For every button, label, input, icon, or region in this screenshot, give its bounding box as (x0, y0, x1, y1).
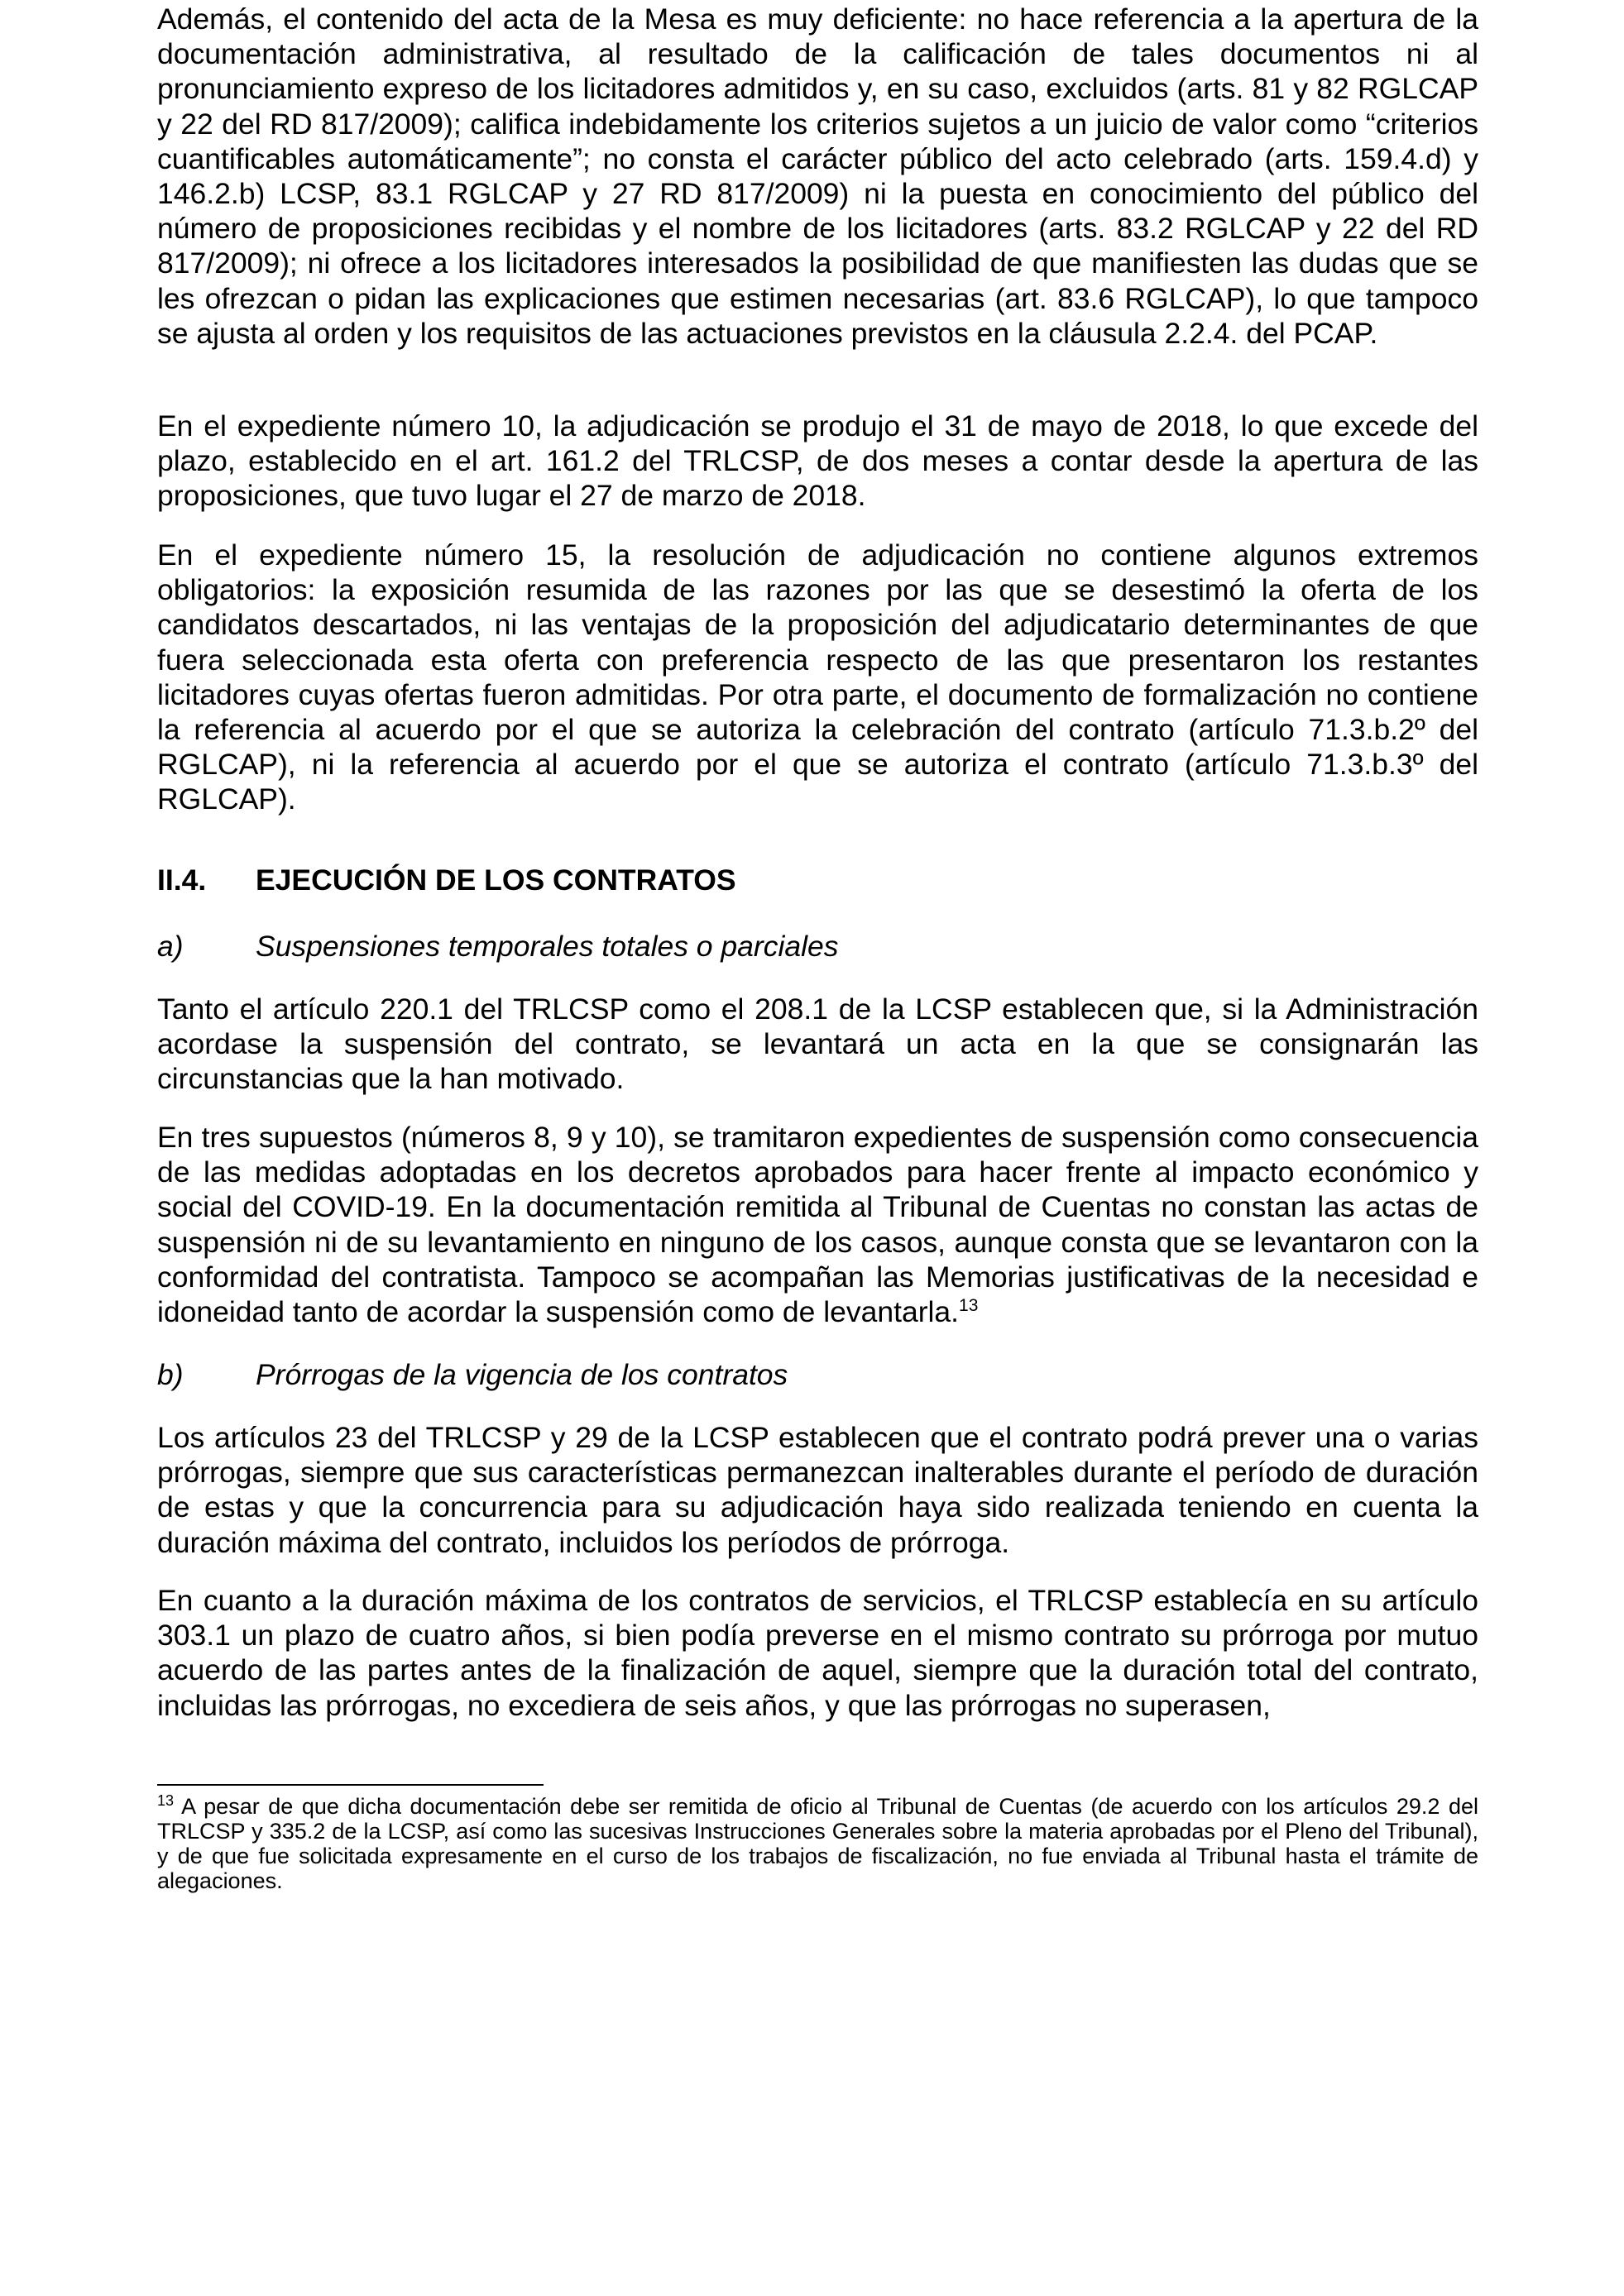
paragraph-acta-mesa: Además, el contenido del acta de la Mesa es muy deficiente: no hace referencia a la apertura de la documentación administrativa, al resultado de la calificación de tales documentos ni al pronunciamiento expreso de los licitadores admitidos y, en su caso, excluidos (arts. 81 y 82 RGLCAP y 22 del RD 817/2009); califica indebidamente los criterios sujetos a un juicio de valor como “criterios cuantificables automáticamente”; no consta el carácter público del acto celebrado (arts. 159.4.d) y 146.2.b) LCSP, 83.1 RGLCAP y 27 RD 817/2009) ni la puesta en conocimiento del público del número de proposiciones recibidas y el nombre de los licitadores (arts. 83.2 RGLCAP y 22 del RD 817/2009); ni ofrece a los licitadores interesados la posibilidad de que manifiesten las dudas que se les ofrezcan o pidan las explicaciones que estimen necesarias (art. 83.6 RGLCAP), lo que tampoco se ajusta al orden y los requisitos de las actuaciones previstos en la cláusula 2.2.4. del PCAP. (157, 2, 1478, 350)
subsection-heading-b (157, 1357, 1478, 1392)
paragraph-duracion-maxima: En cuanto a la duración máxima de los contratos de servicios, el TRLCSP establecía en su artículo 303.1 un plazo de cuatro años, si bien podía preverse en el mismo contrato su prórroga por mutuo acuerdo de las partes antes de la finalización de aquel, siempre que la duración total del contrato, incluidas las prórrogas, no excediera de seis años, y que las prórrogas no superasen, (157, 1584, 1478, 1722)
footnote (157, 1794, 1478, 1893)
paragraph-expediente-10: En el expediente número 10, la adjudicación se produjo el 31 de mayo de 2018, lo que excede del plazo, establecido en el art. 161.2 del TRLCSP, de dos meses a contar desde la apertura de las proposiciones, que tuvo lugar el 27 de marzo de 2018. (157, 409, 1478, 513)
subsection-b-title: Prórrogas de la vigencia de los contratos (256, 1358, 788, 1391)
subsection-b-label: b) (157, 1358, 184, 1391)
paragraph-suspension-covid-text: En tres supuestos (números 8, 9 y 10), se tramitaron expedientes de suspensión como consecuencia de las medidas adoptadas en los decretos aprobados para hacer frente al impacto económico y social del COVID-19. En la documentación remitida al Tribunal de Cuentas no constan las actas de suspensión ni de su levantamiento en ninguno de los casos, aunque consta que se levantaron con la conformidad del contratista. Tampoco se acompañan las Memorias justificativas de la necesidad e idoneidad tanto de acordar la suspensión como de levantarla. (157, 1121, 1478, 1329)
footnote-text: A pesar de que dicha documentación debe ser remitida de oficio al Tribunal de Cuentas (de acuerdo con los artículos 29.2 del TRLCSP y 335.2 de la LCSP, así como las sucesivas Instrucciones Generales sobre la materia aprobadas por el Pleno del Tribunal), y de que fue solicitada expresamente en el curso de los trabajos de fiscalización, no fue enviada al Tribunal hasta el trámite de alegaciones. (157, 1794, 1478, 1893)
subsection-heading-a (157, 929, 1478, 964)
section-title: EJECUCIÓN DE LOS CONTRATOS (256, 863, 736, 897)
section-number: II.4. (157, 863, 207, 897)
paragraph-suspension-acta: Tanto el artículo 220.1 del TRLCSP como el 208.1 de la LCSP establecen que, si la Administración acordase la suspensión del contrato, se levantará un acta en la que se consignarán las circunstancias que la han motivado. (157, 993, 1478, 1096)
subsection-a-title: Suspensiones temporales totales o parciales (256, 930, 839, 963)
section-heading (157, 863, 1478, 897)
footnote-reference[interactable]: 13 (959, 1296, 979, 1316)
paragraph-suspension-covid (157, 1120, 1478, 1329)
paragraph-expediente-15: En el expediente número 15, la resolución de adjudicación no contiene algunos extremos obligatorios: la exposición resumida de las razones por las que se desestimó la oferta de los candidatos descartados, ni las ventajas de la proposición del adjudicatario determinantes de que fuera seleccionada esta oferta con preferencia respecto de las que presentaron los restantes licitadores cuyas ofertas fueron admitidas. Por otra parte, el documento de formalización no contiene la referencia al acuerdo por el que se autoriza la celebración del contrato (artículo 71.3.b.2º del RGLCAP), ni la referencia al acuerdo por el que se autoriza el contrato (artículo 71.3.b.3º del RGLCAP). (157, 538, 1478, 816)
paragraph-prorrogas: Los artículos 23 del TRLCSP y 29 de la LCSP establecen que el contrato podrá prever una o varias prórrogas, siempre que sus características permanezcan inalterables durante el período de duración de estas y que la concurrencia para su adjudicación haya sido realizada teniendo en cuenta la duración máxima del contrato, incluidos los períodos de prórroga. (157, 1421, 1478, 1559)
footnote-separator (157, 1784, 544, 1786)
subsection-a-label: a) (157, 930, 184, 963)
footnote-number: 13 (157, 1792, 175, 1809)
